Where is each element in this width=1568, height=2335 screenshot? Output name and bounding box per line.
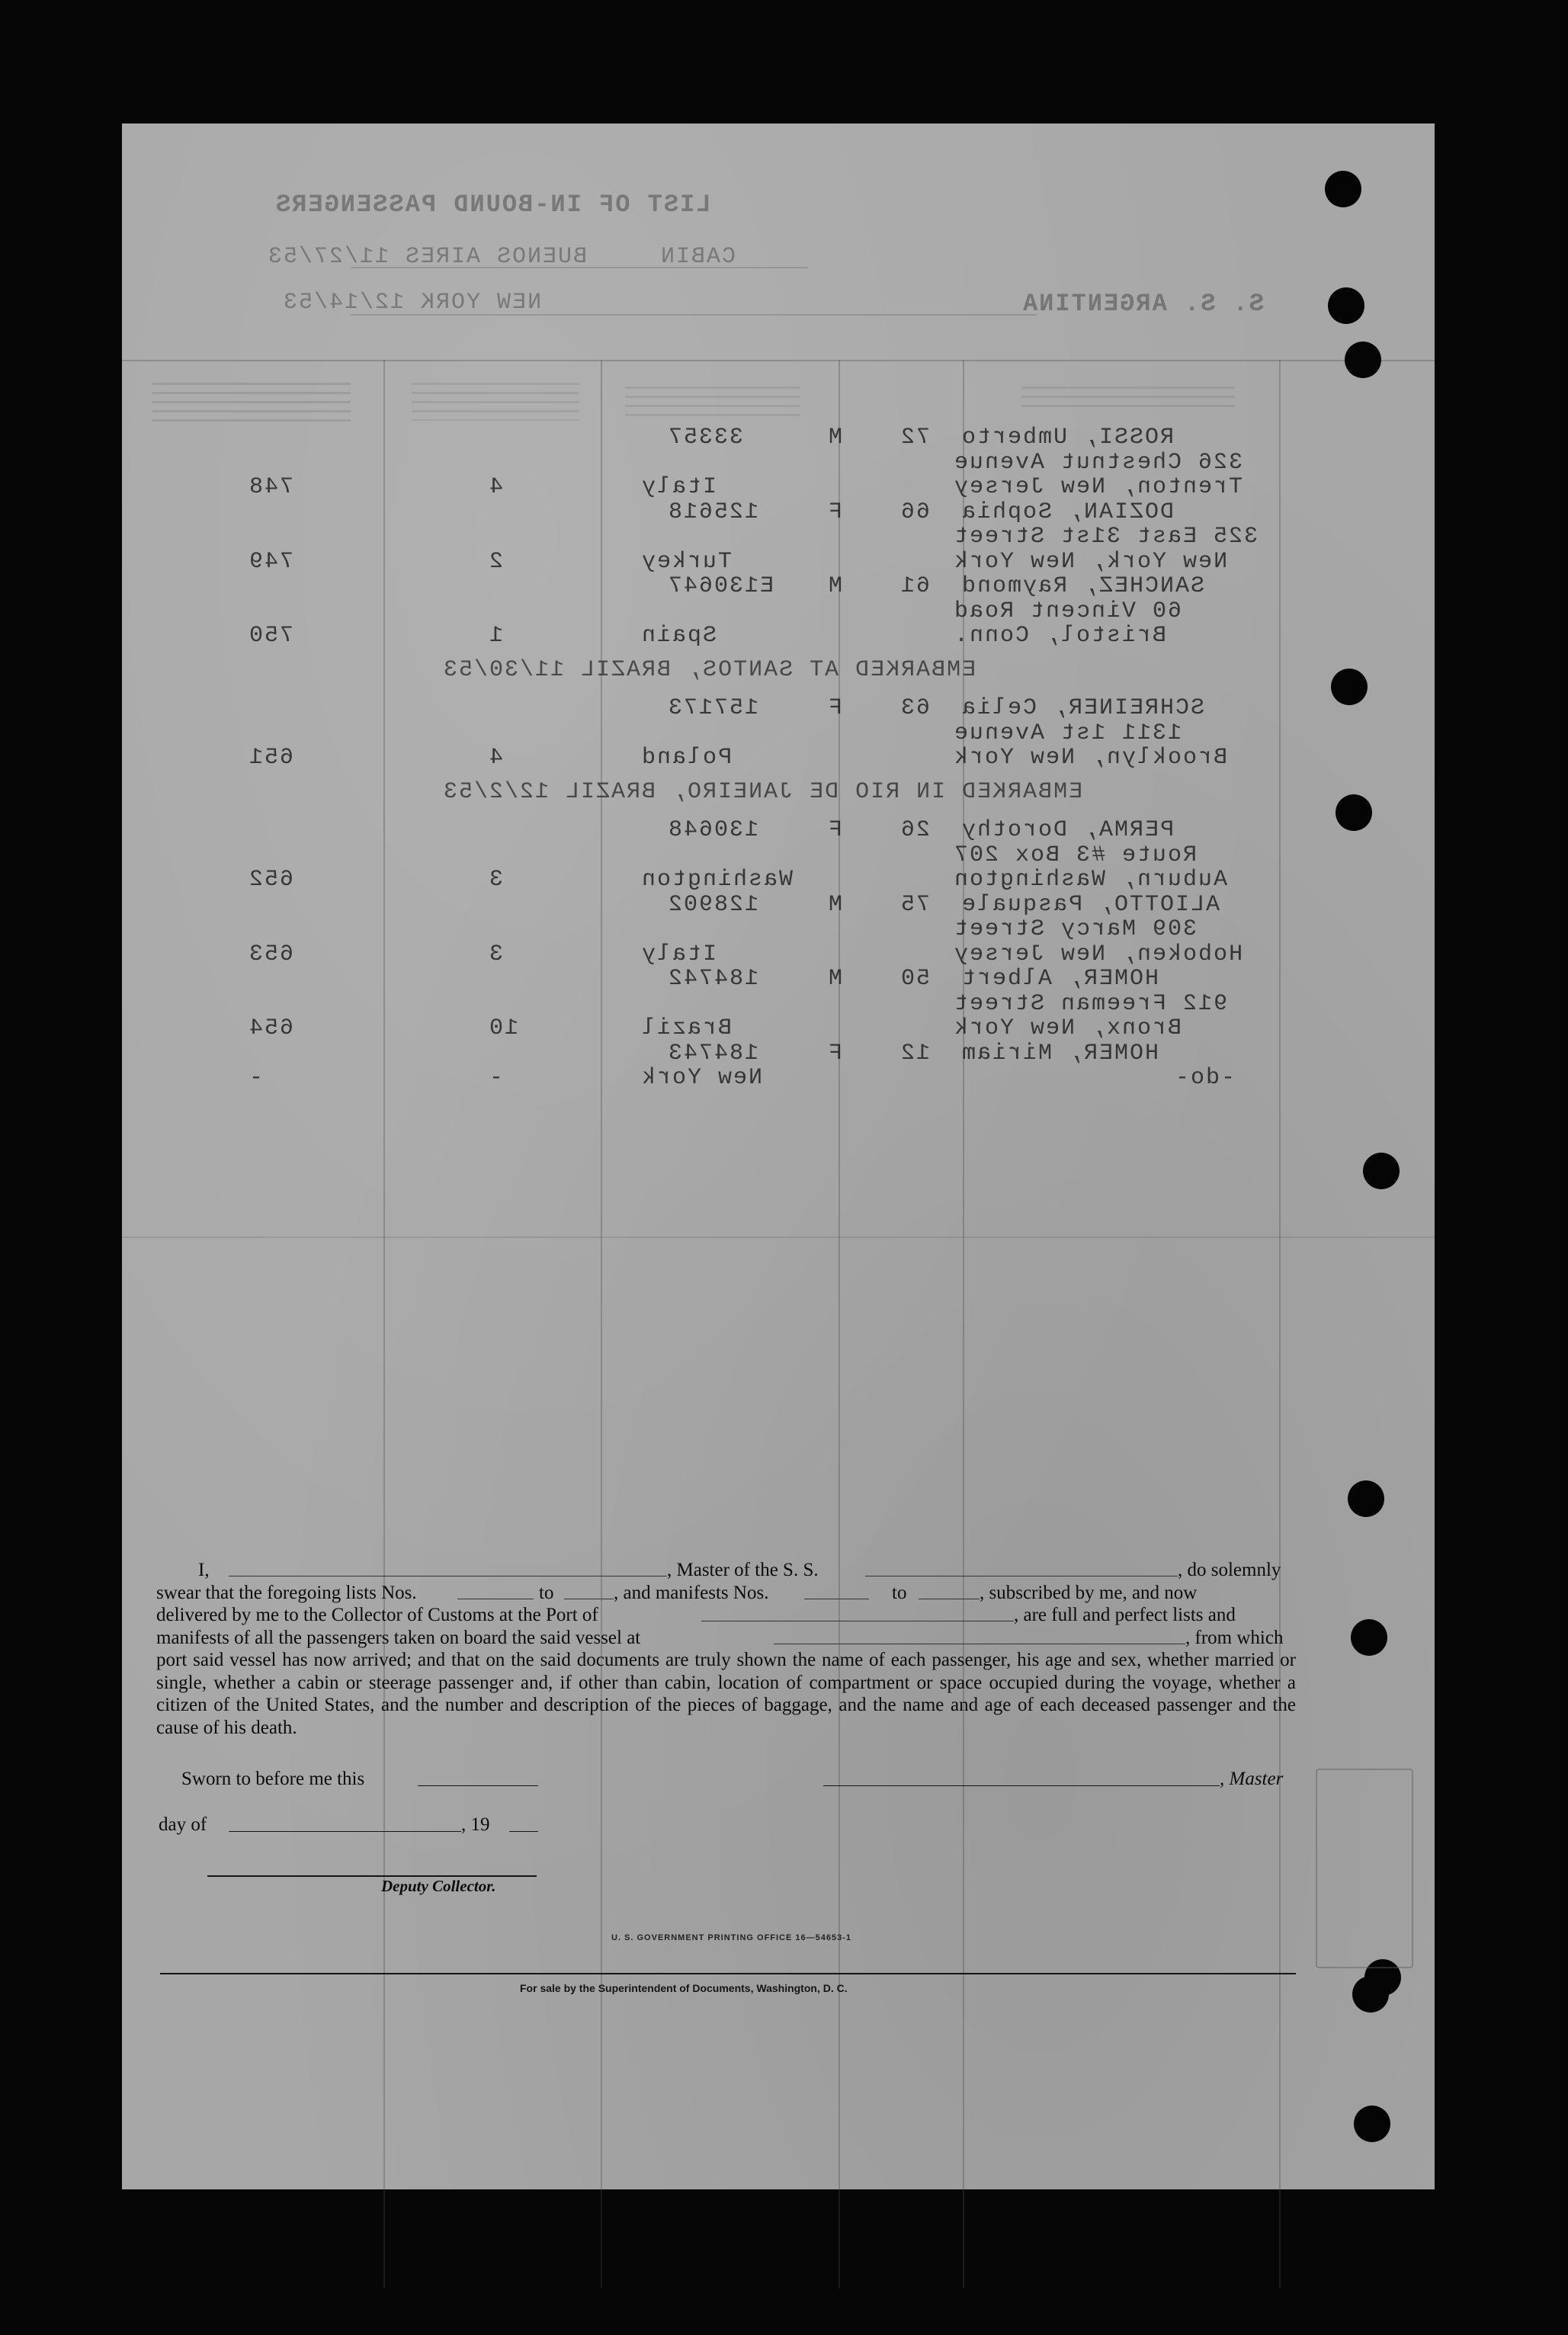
punch-hole bbox=[1363, 1153, 1400, 1189]
oath-line-4 bbox=[156, 1627, 1296, 1650]
bleed-port-line: BUENOS AIRES 11/27/53 bbox=[267, 244, 588, 270]
bleed-passenger-country: Spain bbox=[640, 623, 717, 649]
bleed-passenger-age: 12 bbox=[899, 1040, 931, 1066]
oath-text: , from which bbox=[1185, 1627, 1284, 1648]
bleed-passenger-sex: F bbox=[827, 817, 843, 843]
bleed-passenger-code: 3 bbox=[488, 941, 504, 967]
oath-text: manifests of all the passengers taken on board the said vessel at bbox=[156, 1627, 641, 1648]
oath-text: I, bbox=[198, 1560, 210, 1580]
punch-hole bbox=[1352, 1976, 1389, 2013]
bleed-passenger-code: 1 bbox=[488, 623, 504, 649]
manifest-sheet bbox=[122, 123, 1435, 2189]
oath-line-3 bbox=[156, 1604, 1296, 1627]
bleed-passenger-sex: M bbox=[827, 891, 843, 918]
bleed-passenger-age: 63 bbox=[899, 695, 931, 721]
punch-hole bbox=[1328, 287, 1364, 324]
column-rule bbox=[601, 360, 602, 2288]
master-oath bbox=[156, 1559, 1296, 1739]
bleed-passenger-name: DOZIAN, Sophia bbox=[960, 499, 1175, 525]
bleed-passenger-country: Turkey bbox=[640, 548, 733, 575]
footer-rule bbox=[160, 1973, 1296, 1974]
bleed-class: CABIN bbox=[659, 244, 736, 270]
oath-line-1 bbox=[156, 1559, 1296, 1582]
bleed-passenger-address: Route #3 Box 207 bbox=[953, 842, 1198, 868]
bleed-passenger-code: 2 bbox=[488, 548, 504, 575]
master-label: , Master bbox=[1220, 1769, 1284, 1789]
oath-text: , Master of the S. S. bbox=[667, 1560, 819, 1580]
blank-year bbox=[509, 1831, 538, 1832]
bleed-embark-heading: EMBARKED IN RIO DE JANEIRO, BRAZIL 12/2/53 bbox=[442, 778, 1083, 805]
punch-hole bbox=[1325, 171, 1361, 207]
bleed-passenger-age: 26 bbox=[899, 817, 931, 843]
bleed-passenger-name: ROSSI, Umberto bbox=[960, 425, 1175, 451]
bleed-line-number: - bbox=[248, 1065, 264, 1091]
year-label: , 19 bbox=[461, 1814, 490, 1835]
bleed-passenger-address: 309 Marcy Street bbox=[953, 916, 1198, 942]
bleed-rule bbox=[351, 314, 1037, 316]
blank-day bbox=[229, 1831, 461, 1832]
bleed-passenger-address: Brooklyn, New York bbox=[953, 745, 1228, 771]
bleed-passenger-address: Bronx, New York bbox=[953, 1015, 1182, 1041]
bleed-line-number: 653 bbox=[248, 941, 294, 967]
bleed-passenger-sex: F bbox=[827, 1040, 843, 1066]
bleed-passenger-name: SCHREINER, Celia bbox=[960, 695, 1205, 721]
bleed-passenger-country: Italy bbox=[640, 474, 717, 500]
bleed-passenger-name: ALIOTTO, Pasquale bbox=[960, 891, 1220, 918]
bleed-passenger-code: 4 bbox=[488, 474, 504, 500]
bleed-embark-heading: EMBARKED AT SANTOS, BRAZIL 11/30/53 bbox=[442, 656, 976, 683]
bleed-passenger-sex: F bbox=[827, 499, 843, 525]
bleed-passenger-name: SANCHEZ, Raymond bbox=[960, 573, 1205, 599]
blank-master-signature bbox=[823, 1785, 1220, 1786]
oath-text: to bbox=[892, 1582, 907, 1603]
bleed-passenger-address: Hoboken, New Jersey bbox=[953, 941, 1243, 967]
bleed-passenger-number: 130648 bbox=[667, 817, 759, 843]
column-rule bbox=[839, 360, 840, 2288]
bleed-passenger-address: Auburn, Washington bbox=[953, 867, 1228, 893]
bleed-line-number: 654 bbox=[248, 1015, 294, 1041]
faint-stamp-box bbox=[1316, 1769, 1413, 1968]
bleed-passenger-address: 60 Vincent Road bbox=[953, 598, 1182, 624]
header-rule bbox=[122, 360, 1435, 361]
bleed-passenger-number: 125618 bbox=[667, 499, 759, 525]
bleed-passenger-code: 10 bbox=[488, 1015, 519, 1041]
oath-line-2 bbox=[156, 1582, 1296, 1605]
oath-text: , do solemnly bbox=[1178, 1560, 1281, 1580]
column-rule bbox=[1279, 360, 1281, 2288]
punch-hole bbox=[1348, 1480, 1384, 1517]
bleed-passenger-code: 3 bbox=[488, 867, 504, 893]
bleed-passenger-country: Italy bbox=[640, 941, 717, 967]
bleed-passenger-number: 33357 bbox=[667, 425, 744, 451]
deputy-collector-label: Deputy Collector. bbox=[381, 1877, 496, 1895]
oath-text: , are full and perfect lists and bbox=[1014, 1605, 1236, 1625]
bleed-ship: S. S. ARGENTINA bbox=[1021, 290, 1265, 318]
bleed-passenger-age: 66 bbox=[899, 499, 931, 525]
bleed-line-number: 651 bbox=[248, 745, 294, 771]
bleed-column-header bbox=[152, 383, 351, 428]
bleed-passenger-address: Bristol, Conn. bbox=[953, 623, 1167, 649]
punch-hole bbox=[1331, 669, 1368, 705]
oath-text: , subscribed by me, and now bbox=[980, 1582, 1198, 1603]
bleed-passenger-name: PERMA, Dorothy bbox=[960, 817, 1175, 843]
bleed-passenger-sex: M bbox=[827, 573, 843, 599]
blank-sworn-date bbox=[418, 1785, 538, 1786]
bleed-passenger-address: 1311 1st Avenue bbox=[953, 720, 1182, 746]
oath-body: port said vessel has now arrived; and that on the said documents are truly shown the name of each passenger, his age and sex, whether married or single, whether a cabin or steerage passenger and, if other than cabin, location of compartment or space occupied during the voyage, whether a citizen of the United States, and the number and description of the pieces of baggage, and the name and age of each deceased passenger and the cause of his death. bbox=[156, 1650, 1296, 1738]
bleed-passenger-age: 50 bbox=[899, 966, 931, 992]
bleed-passenger-code: 4 bbox=[488, 745, 504, 771]
bleed-passenger-address: 326 Chestnut Avenue bbox=[953, 449, 1243, 476]
bleed-passenger-address: -do- bbox=[1174, 1065, 1236, 1091]
bleed-rule bbox=[351, 267, 808, 268]
oath-text: to bbox=[539, 1582, 554, 1603]
bleed-column-header bbox=[625, 386, 800, 417]
oath-text: swear that the foregoing lists Nos. bbox=[156, 1582, 417, 1603]
bleed-passenger-age: 75 bbox=[899, 891, 931, 918]
bleed-passenger-country: New York bbox=[640, 1065, 763, 1091]
bleed-passenger-age: 61 bbox=[899, 573, 931, 599]
bleed-passenger-country: Poland bbox=[640, 745, 733, 771]
bleed-passenger-sex: M bbox=[827, 966, 843, 992]
punch-hole bbox=[1345, 342, 1381, 378]
printer-imprint: U. S. GOVERNMENT PRINTING OFFICE 16—54653-1 bbox=[611, 1933, 852, 1942]
bleed-line-number: 652 bbox=[248, 867, 294, 893]
bleed-passenger-address: 912 Freeman Street bbox=[953, 990, 1228, 1017]
bleed-column-header bbox=[412, 383, 579, 421]
sworn-label: Sworn to before me this bbox=[181, 1769, 365, 1789]
bleed-passenger-age: 72 bbox=[899, 425, 931, 451]
bleed-passenger-country: Brazil bbox=[640, 1015, 733, 1041]
bleed-passenger-country: Washington bbox=[640, 867, 794, 893]
punch-hole bbox=[1354, 2106, 1390, 2142]
bleed-passenger-number: E130647 bbox=[667, 573, 774, 599]
bleed-passenger-number: 128902 bbox=[667, 891, 759, 918]
bleed-passenger-name: HOMER, Albert bbox=[960, 966, 1159, 992]
bleed-line-number: 748 bbox=[248, 474, 294, 500]
bleed-arrival: NEW YORK 12/14/53 bbox=[282, 290, 542, 316]
bleed-passenger-number: 184743 bbox=[667, 1040, 759, 1066]
oath-text: , and manifests Nos. bbox=[614, 1582, 769, 1603]
bleed-passenger-address: Trenton, New Jersey bbox=[953, 474, 1243, 500]
day-of-label: day of bbox=[159, 1814, 207, 1835]
bleed-passenger-sex: M bbox=[827, 425, 843, 451]
bleed-passenger-address: New York, New York bbox=[953, 548, 1228, 575]
column-rule bbox=[963, 360, 964, 2288]
bleed-line-number: 750 bbox=[248, 623, 294, 649]
footer-note: For sale by the Superintendent of Documents, Washington, D. C. bbox=[520, 1982, 848, 1994]
column-rule bbox=[383, 360, 385, 2288]
bleed-passenger-code: - bbox=[488, 1065, 504, 1091]
bleed-passenger-name: HOMER, Miriam bbox=[960, 1040, 1159, 1066]
oath-text: delivered by me to the Collector of Customs at the Port of bbox=[156, 1605, 598, 1625]
bleed-passenger-number: 184742 bbox=[667, 966, 759, 992]
punch-hole bbox=[1351, 1619, 1387, 1656]
bleed-passenger-address: 325 East 31st Street bbox=[953, 524, 1259, 550]
bleed-passenger-number: 157173 bbox=[667, 695, 759, 721]
bleed-column-header bbox=[1021, 386, 1235, 409]
punch-hole bbox=[1336, 794, 1372, 831]
bleed-passenger-sex: F bbox=[827, 695, 843, 721]
bleed-line-number: 749 bbox=[248, 548, 294, 575]
bleed-title: LIST OF IN-BOUND PASSENGERS bbox=[274, 191, 711, 219]
fold-rule bbox=[122, 1236, 1435, 1238]
